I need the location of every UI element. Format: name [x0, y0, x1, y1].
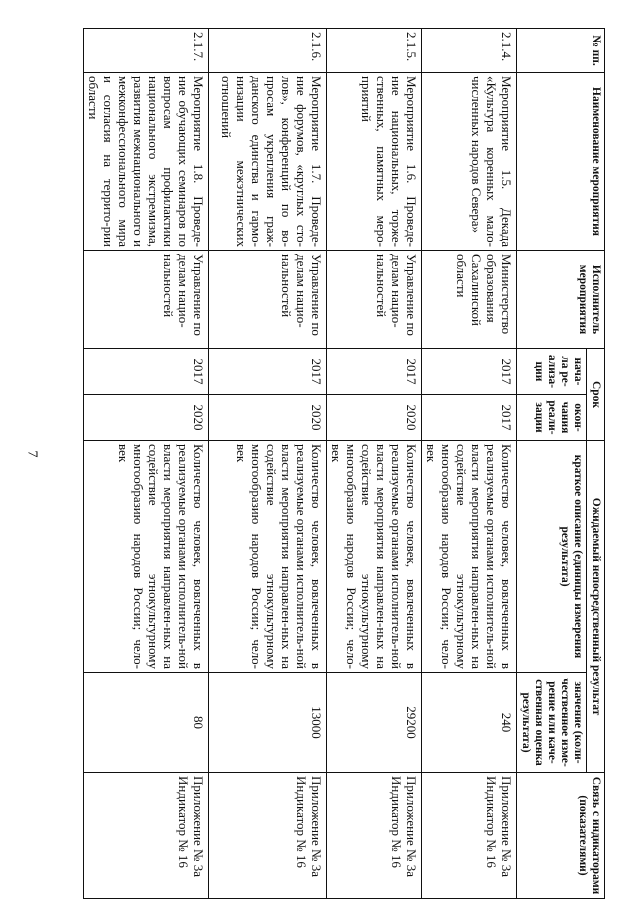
header-result: Ожидаемый непосредственный результат [587, 441, 605, 773]
header-num: № пп. [517, 29, 605, 73]
table-row [327, 29, 422, 899]
row-value: 80 [84, 673, 209, 773]
measures-table [83, 28, 605, 899]
row-executor: Управление по делам нацио-нальностей [84, 251, 209, 349]
row-name: Мероприятие 1.8. Проведе-ние обучающих семинаров по вопросам профилактики национального экстремизма, развития межнационального и межконфессионального мира и согласия на террито-рии области [84, 73, 209, 251]
header-term: Срок [587, 349, 605, 441]
table-row [209, 29, 327, 899]
row-start: 2017 [327, 349, 422, 395]
row-desc: Количество человек, вовлеченных в реализуемые органами исполнитель-ной власти мероприятия направлен-ных на содействие этнокультурному многообразию народов России; чело-век [422, 441, 517, 673]
row-end: 2017 [422, 395, 517, 441]
page-number: 7 [24, 450, 40, 458]
row-name: Мероприятие 1.5. Декада «Культура коренных мало-численных народов Севера» [422, 73, 517, 251]
row-value: 13000 [209, 673, 327, 773]
rotated-page [65, 28, 605, 898]
header-result-value: значение (коли-чественное изме-рение или каче-ственная оценка результата) [517, 673, 587, 773]
row-link: Приложение № 3а Индикатор № 16 [209, 773, 327, 899]
header-link: Связь с индикаторами (показателями) [517, 773, 605, 899]
header-name: Наименование мероприятия [517, 73, 605, 251]
header-result-desc: краткое описание (единицы измерения результата) [517, 441, 587, 673]
row-start: 2017 [422, 349, 517, 395]
row-desc: Количество человек, вовлеченных в реализуемые органами исполнитель-ной власти мероприятия направлен-ных на содействие этнокультурному многообразию народов России; чело-век [209, 441, 327, 673]
row-end: 2020 [327, 395, 422, 441]
row-num: 2.1.4. [422, 29, 517, 73]
row-num: 2.1.6. [209, 29, 327, 73]
header-term-start: нача-ла ре-ализа-ции [517, 349, 587, 395]
header-executor: Исполнитель мероприятия [517, 251, 605, 349]
header-row-1 [587, 29, 605, 899]
row-executor: Министерство образования Сахалинской области [422, 251, 517, 349]
row-desc: Количество человек, вовлеченных в реализуемые органами исполнитель-ной власти мероприятия направлен-ных на содействие этнокультурному многообразию народов России; чело-век [84, 441, 209, 673]
row-desc: Количество человек, вовлеченных в реализуемые органами исполнитель-ной власти мероприятия направлен-ных на содействие этнокультурному многообразию народов России; чело-век [327, 441, 422, 673]
table-row [84, 29, 209, 899]
row-executor: Управление по делам нацио-нальностей [209, 251, 327, 349]
row-value: 29200 [327, 673, 422, 773]
row-executor: Управление по делам нацио-нальностей [327, 251, 422, 349]
row-start: 2017 [84, 349, 209, 395]
row-start: 2017 [209, 349, 327, 395]
row-end: 2020 [84, 395, 209, 441]
row-link: Приложение № 3а Индикатор № 16 [422, 773, 517, 899]
row-name: Мероприятие 1.7. Проведе-ние форумов, «круглых сто-лов», конференций по во-просам укрепления граж-данского единства и гармо-низации межэтнических отношений [209, 73, 327, 251]
row-end: 2020 [209, 395, 327, 441]
row-value: 240 [422, 673, 517, 773]
row-link: Приложение № 3а Индикатор № 16 [84, 773, 209, 899]
header-term-end: окон-чания реали-зации [517, 395, 587, 441]
row-name: Мероприятие 1.6. Проведе-ние национальных, торже-ственных, памятных меро-приятий [327, 73, 422, 251]
row-link: Приложение № 3а Индикатор № 16 [327, 773, 422, 899]
row-num: 2.1.7. [84, 29, 209, 73]
row-num: 2.1.5. [327, 29, 422, 73]
table-row [422, 29, 517, 899]
